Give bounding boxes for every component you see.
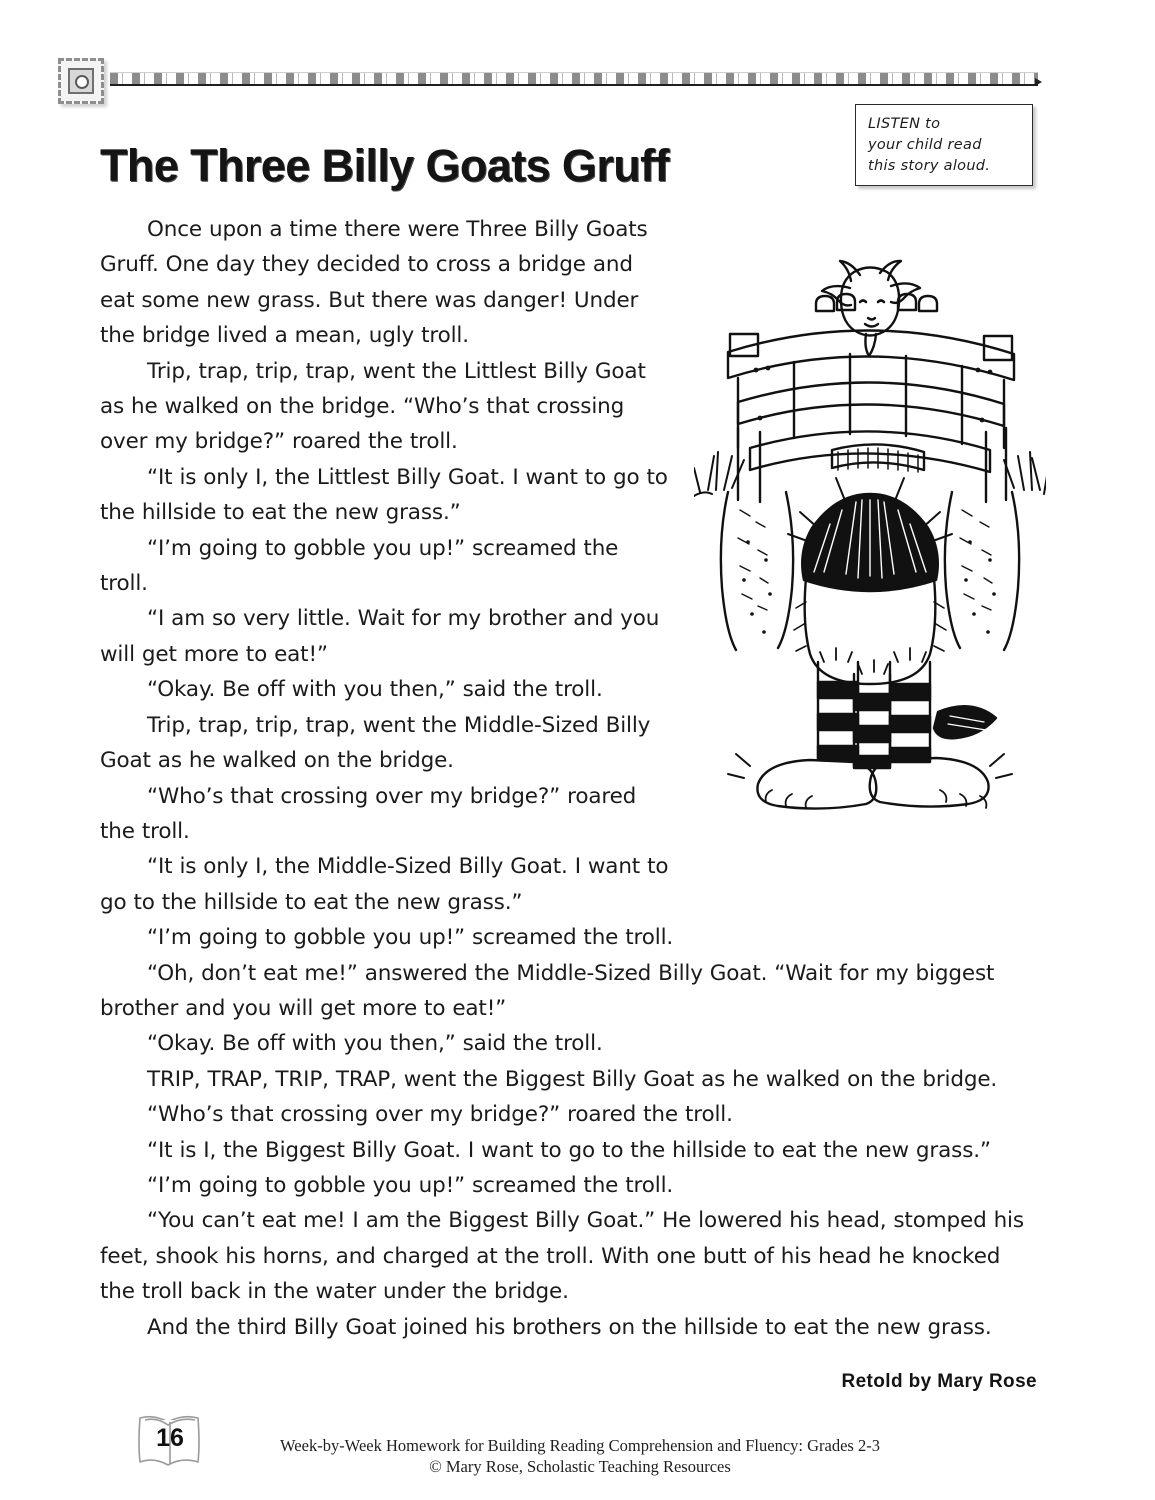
- note-line-1: LISTEN to: [868, 116, 941, 132]
- note-line-3: this story aloud.: [868, 158, 991, 174]
- story-paragraph: “Who’s that crossing over my bridge?” roared the troll.: [147, 1102, 733, 1128]
- story-paragraph: “I’m going to gobble you up!” screamed the troll.: [100, 535, 619, 597]
- ruler-arrow-cap-icon: [1035, 78, 1042, 86]
- story-paragraph: “I’m going to gobble you up!” screamed the troll.: [147, 925, 674, 951]
- ruler-knob-ornament-icon: [58, 58, 104, 104]
- story-paragraph: “I am so very little. Wait for my brother and you will get more to eat!”: [100, 606, 660, 667]
- story-paragraph: “Oh, don’t eat me!” answered the Middle-Sized Billy Goat. “Wait for my biggest brother and you will get more to eat!”: [100, 960, 995, 1021]
- story-paragraph: “It is I, the Biggest Billy Goat. I want to go to the hillside to eat the new grass.”: [147, 1137, 991, 1163]
- byline: Retold by Mary Rose: [841, 1371, 1037, 1392]
- grass-tuft-right-icon: [1004, 452, 1046, 494]
- story-paragraph: Once upon a time there were Three Billy Goats Gruff. One day they decided to cross a bridge and eat some new grass. But there was danger! Under the bridge lived a mean, ugly troll.: [100, 217, 648, 349]
- page-title: The Three Billy Goats Gruff: [100, 140, 669, 192]
- listen-note-box: [855, 104, 1033, 186]
- story-paragraph: “Okay. Be off with you then,” said the troll.: [147, 677, 603, 703]
- river-bank-right-icon: [945, 492, 1019, 650]
- grass-tuft-left-icon: [694, 452, 744, 496]
- story-paragraph: Trip, trap, trip, trap, went the Middle-Sized Billy Goat as he walked on the bridge.: [100, 712, 651, 774]
- note-line-2: your child read: [868, 137, 982, 153]
- story-paragraph: And the third Billy Goat joined his brothers on the hillside to eat the new grass.: [147, 1314, 992, 1340]
- troll-legs-icon: [818, 648, 930, 768]
- footer-line-1: Week-by-Week Homework for Building Reading Comprehension and Fluency: Grades 2-3: [280, 1436, 880, 1455]
- footer: [200, 1435, 960, 1477]
- troll-icon: [728, 478, 1012, 809]
- ruler-knob-inner-square-icon: [68, 68, 94, 94]
- story-paragraph: “It is only I, the Littlest Billy Goat. I want to go to the hillside to eat the new grass.”: [100, 464, 668, 526]
- ruler-bar: [110, 72, 1038, 86]
- story-paragraph: “Okay. Be off with you then,” said the troll.: [147, 1031, 603, 1057]
- goat-bridge-troll-illustration: [694, 242, 1046, 850]
- story-paragraph: Trip, trap, trip, trap, went the Littlest Billy Goat as he walked on the bridge. “Who’s that crossing over my bridge?” roared the troll.: [100, 358, 646, 455]
- footer-line-2: © Mary Rose, Scholastic Teaching Resources: [429, 1457, 731, 1476]
- story-paragraph: TRIP, TRAP, TRIP, TRAP, went the Biggest Billy Goat as he walked on the bridge.: [147, 1066, 998, 1092]
- story-paragraph: “Who’s that crossing over my bridge?” roared the troll.: [100, 783, 637, 844]
- story-paragraph: “I’m going to gobble you up!” screamed the troll.: [147, 1172, 674, 1198]
- story-paragraph: “You can’t eat me! I am the Biggest Billy Goat.” He lowered his head, stomped his feet, shook his horns, and charged at the troll. With one butt of his head he knocked the troll back in the water under the bridge.: [100, 1208, 1024, 1305]
- ruler-knob-circle-icon: [75, 75, 89, 89]
- story-paragraph: “It is only I, the Middle-Sized Billy Goat. I want to go to the hillside to eat the new grass.”: [100, 854, 669, 915]
- page-number-book-icon: [136, 1410, 204, 1468]
- bridge-icon: [728, 330, 1014, 502]
- river-bank-left-icon: [721, 492, 793, 650]
- page-number-label: 16: [156, 1424, 184, 1452]
